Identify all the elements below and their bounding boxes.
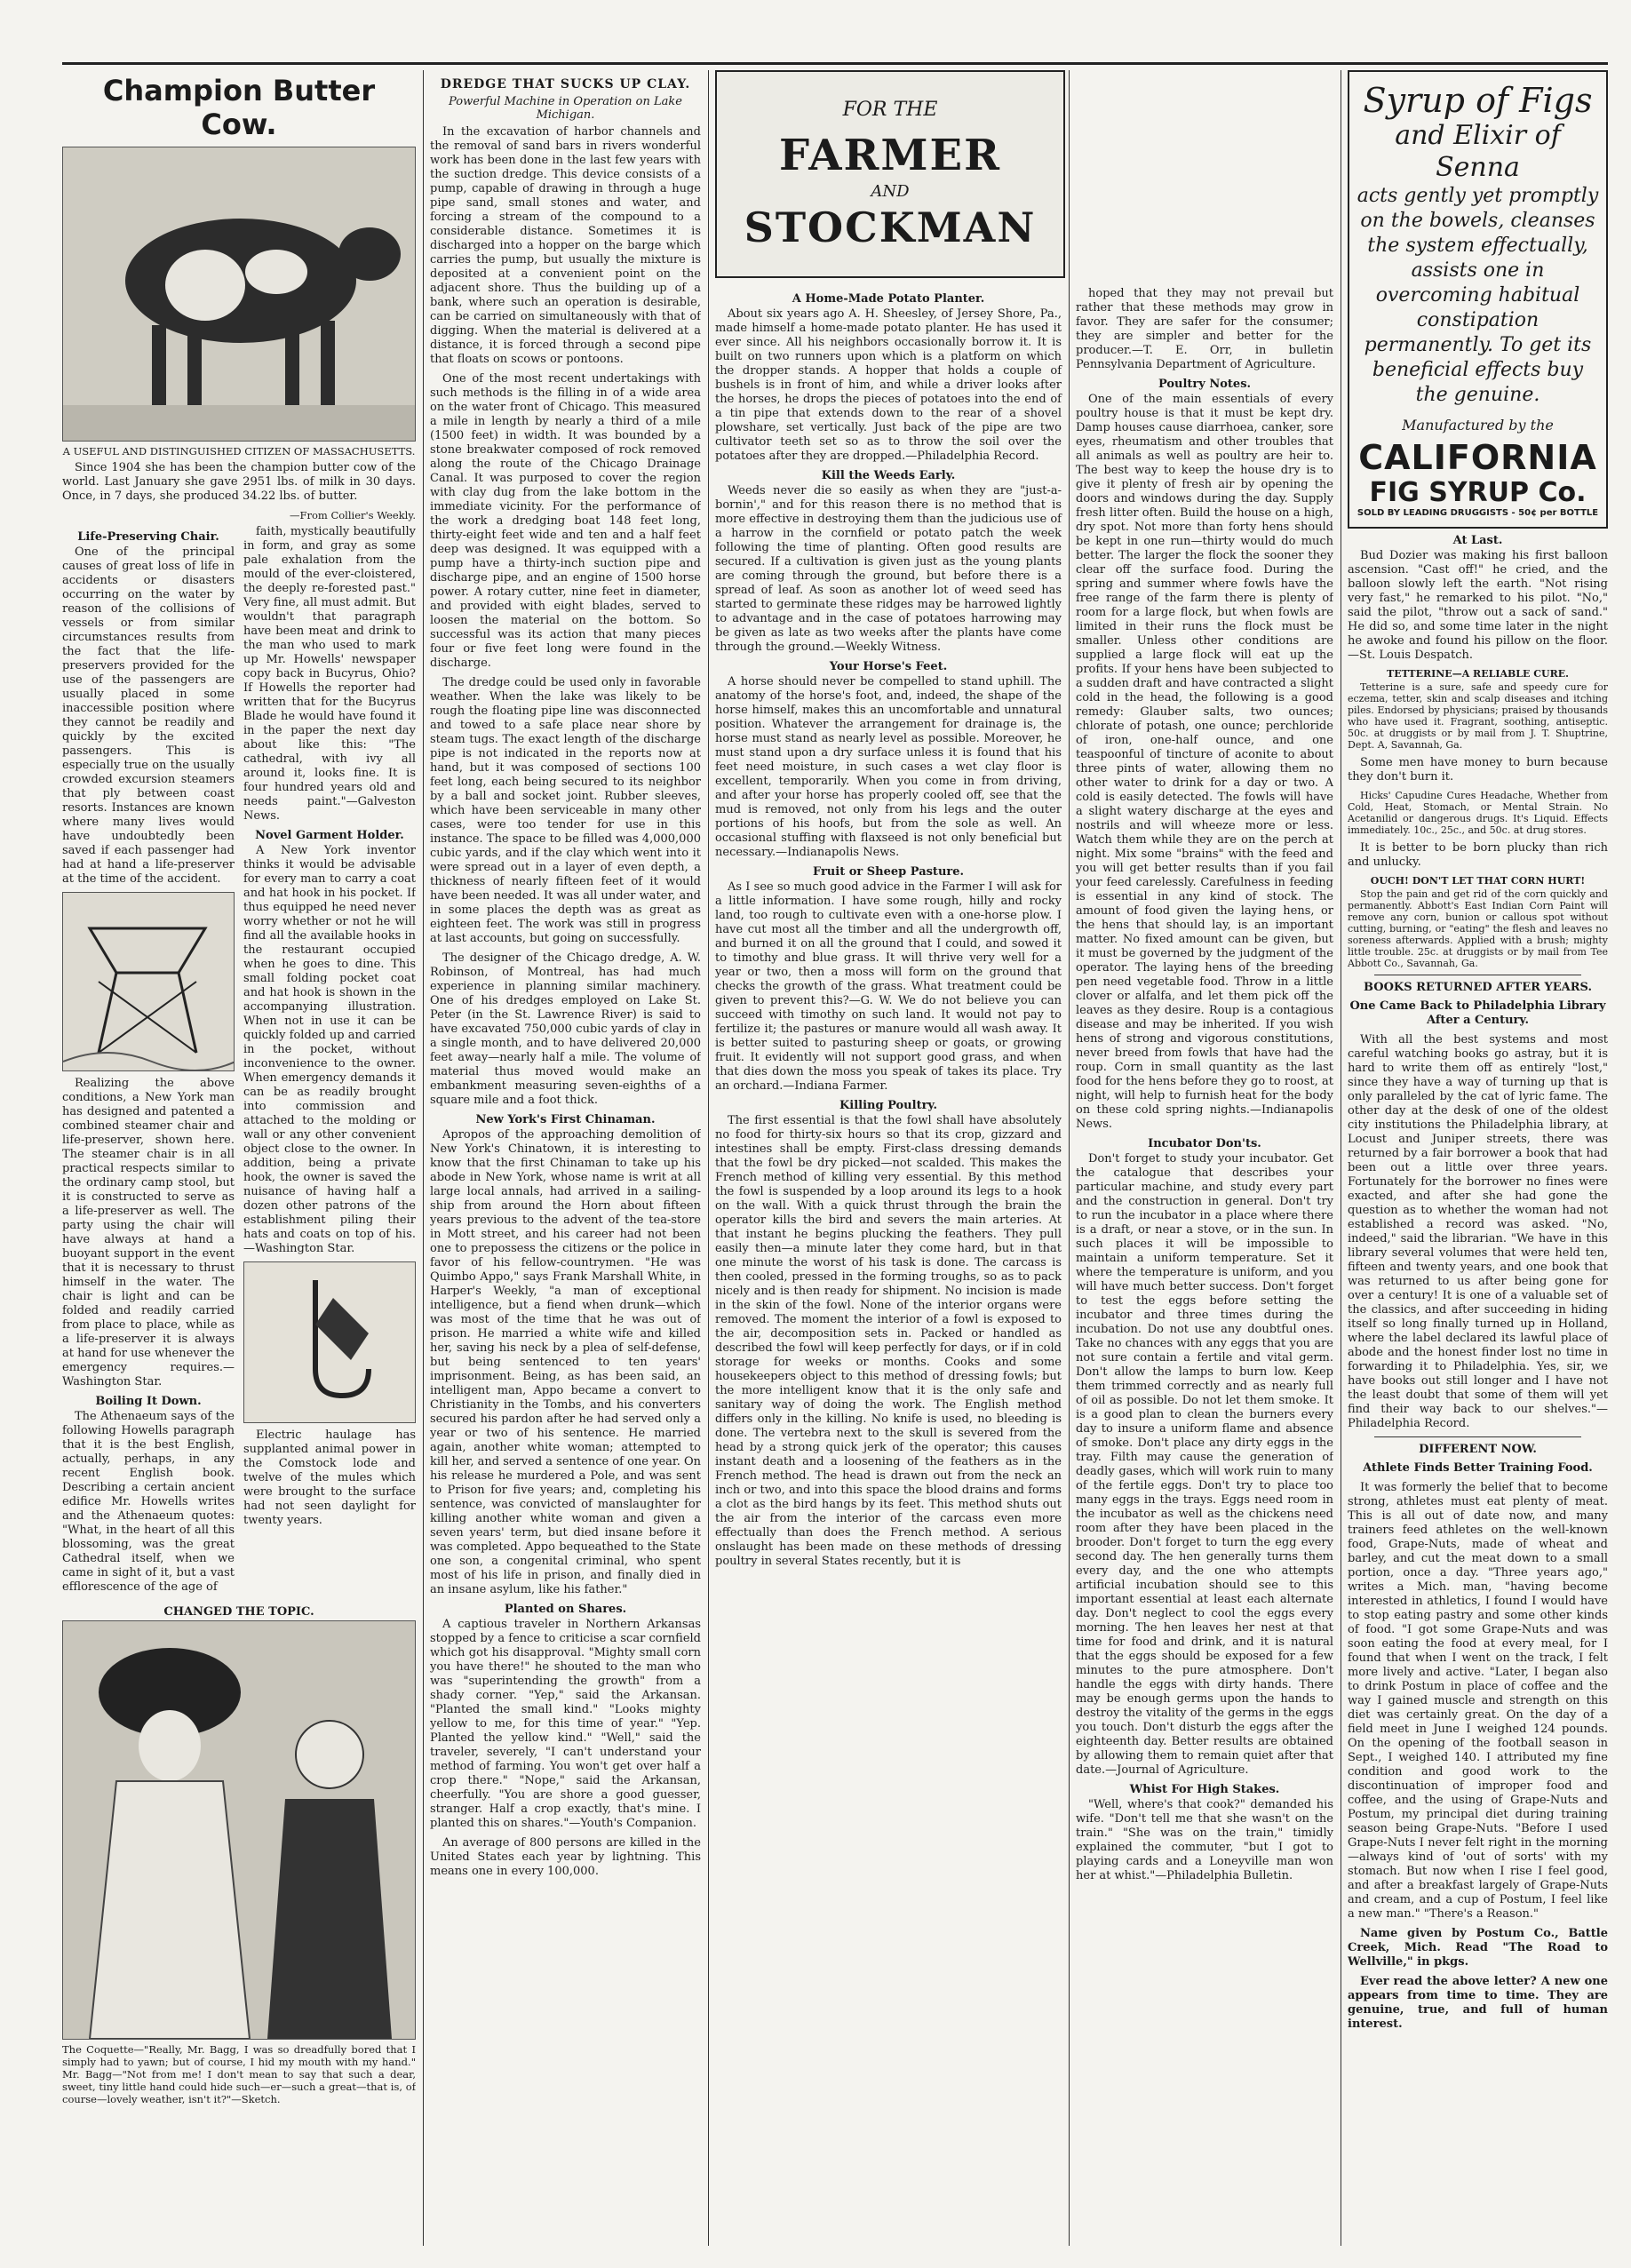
- fruit-text: As I see so much good advice in the Farmer I will ask for a little information. I have some rough, hilly and rocky land, too rough to cultivate even with a one-horse plow. I have cut most all the timber and all the undergrowth off, and burned it on all the ground that I could, and sowed it to timothy and blue grass. It will thrive very well for a year or two, then a moss will form on the ground that checks the growth of the grass. What treatment could be given to prevent this?—G. W. We do not believe you can succeed with timothy on such land. It would not pay to fertilize it; the pastures or manure would all wash away. It is better suited to pasturing sheep or goats, or growing fruit. It evidently will not support good grass, and when that dies down the moss you speak of takes its place. Try an orchard.—Indiana Farmer.: [715, 880, 1062, 1093]
- column-2: [430, 70, 701, 2246]
- newspaper-page: [62, 62, 1608, 2246]
- column-3-split: [715, 287, 1333, 1889]
- at-last-headline: At Last.: [1452, 534, 1503, 547]
- electric-text: Electric haulage has supplanted animal power in the Comstock lode and twelve of the mules which were brought to the surface had not seen daylight for twenty years.: [243, 1428, 416, 1527]
- chair-image: [63, 893, 235, 1070]
- cow-caption: A USEFUL AND DISTINGUISHED CITIZEN OF MASSACHUSETTS.: [62, 445, 416, 458]
- life-chair-text-1: One of the principal causes of great loss of life in accidents or disasters occurring on the water by reason of the collisions of vessels or from similar circumstances results from the fact that the life-preservers provided for the use of the passengers are usually placed in some inaccessible position where they cannot be readily and quickly by the excited passengers. This is especially true on the usually crowded excursion steamers that ply between coast resorts. Instances are known where many lives would have undoubtedly been saved if each passenger had had at hand a life-preserver at the time of the accident.: [62, 545, 235, 886]
- cow-illustration: [62, 147, 416, 442]
- life-chair-headline: Life-Preserving Chair.: [77, 530, 219, 544]
- boiling-text: The Athenaeum says of the following Howells paragraph that it is the best English, actually, perhaps, in any recent English book. Describing a certain ancient edifice Mr. Howells writes and the Athenaeum quotes: "What, in the heart of all this blossoming, was the great Cathedral itself, when we came in sight of it, but a vast efflorescence of the age of: [62, 1410, 235, 1594]
- coquette-image: [63, 1621, 416, 2039]
- ad-brand-2: FIG SYRUP Co.: [1369, 477, 1587, 508]
- topic-headline: CHANGED THE TOPIC.: [163, 1605, 314, 1619]
- syrup-of-figs-ad: [1348, 70, 1608, 529]
- dredge-headline: DREDGE THAT SUCKS UP CLAY.: [440, 77, 691, 92]
- column-5: [1348, 70, 1608, 2246]
- killing-headline: Killing Poultry.: [839, 1099, 938, 1112]
- boiling-headline: Boiling It Down.: [95, 1395, 202, 1408]
- topic-caption: The Coquette—"Really, Mr. Bagg, I was so dreadfully bored that I simply had to yawn; but of course, I hid my mouth with my hand." Mr. Bagg—"Not from me! I don't mean to say that such a dear, sweet, tiny little hand could hide such—er—such a great—that is, of course—lovely weather, isn't it?"—Sketch.: [62, 2043, 416, 2105]
- chair-illustration: [62, 892, 235, 1071]
- tetterine-headline: TETTERINE—A RELIABLE CURE.: [1387, 668, 1569, 680]
- column-1-split: [62, 525, 416, 1600]
- different-end: Ever read the above letter? A new one appears from time to time. They are genuine, true, and full of human interest.: [1348, 1975, 1608, 2031]
- cow-headline: Champion Butter Cow.: [102, 74, 376, 141]
- farmer-stockman-masthead: [715, 70, 1065, 278]
- burn-text: Some men have money to burn because they don't burn it.: [1348, 756, 1608, 784]
- hicks-text: Hicks' Capudine Cures Headache, Whether from Cold, Heat, Stomach, or Mental Strain. No Acetanilid or dangerous drugs. It's Liquid. Effects immediately. 10c., 25c., and 50c. at drug stores.: [1348, 790, 1608, 836]
- whist-headline: Whist For High Stakes.: [1129, 1783, 1280, 1796]
- weeds-text: Weeds never die so easily as when they are "just-a-bornin'," and for this reason there is no method that is more effective in destroying them than the judicious use of a harrow in the cornfield or potato patch the week following the time of planting. Often good results are secured. If a cultivation is given just as the young plants are coming through the ground, but before there is a spread of leaf. As soon as another lot of weed seed has started to germinate these ridges may be harrowed lightly to advantage and in the case of potatoes harrowing may be given as late as two weeks after the plants have come through the ground.—Weekly Witness.: [715, 484, 1062, 654]
- chinaman-headline: New York's First Chinaman.: [475, 1113, 656, 1126]
- killing-text: The first essential is that the fowl shall have absolutely no food for thirty-six hours so that its crop, gizzard and intestines shall be empty. First-class dressing demands that the fowl be dry picked—not scalded. This makes the French method of killing very essential. By this method the fowl is suspended by a loop around its legs to a hook on the wall. With a quick thrust through the brain the operator kills the bird and severs the main arteries. At that instant he begins plucking the feathers. They pull easily then—a minute later they come hard, but in that one minute the worst of his task is done. The carcass is then cooled, pressed in the forming troughs, so as to pack nicely and is then ready for shipment. No incision is made in the skin of the fowl. None of the interior organs were removed. The moment the interior of a fowl is exposed to the air, decomposition sets in. Packed or handled as described the fowl will keep perfectly for days, or if in cold storage for weeks or months. Cooks and some housekeepers object to this method of dressing fowls; but the more intelligent know that it is the only safe and sanitary way of doing the work. The English method differs only in the killing. No knife is used, no bleeding is done. The vertebra next to the skull is severed from the head by a strong quick jerk of the operator; this causes instant death and a loosening of the feathers as in the French method. The head is drawn out from the neck an inch or two, and into this space the blood drains and forms a clot as the bird hangs by its feet. This method shuts out the air from the interior of the carcass even more effectually than does the French method. A serious onslaught has been made on these methods of dressing poultry in several States recently, but it is: [715, 1114, 1062, 1568]
- ad-body: acts gently yet promptly on the bowels, cleanses the system effectually, assists one in overcoming habitual constipation permanently. To get its beneficial effects buy the genuine.: [1357, 185, 1599, 406]
- dredge-text-1: In the excavation of harbor channels and the removal of sand bars in rivers wonderful work has been done in the last few years with the suction dredge. This device consists of a pump, capable of drawing in through a huge pipe sand, small stones and water, and forcing a stream of the compound to a considerable distance. Sometimes it is discharged into a hopper on the barge which carries the pump, but usually the mixture is deposited at a convenient point on the adjacent shore. Thus the building up of a bank, where such an operation is desirable, can be carried on simultaneously with that of digging. When the material is delivered at a distance, it is forced through a second pipe that floats on scows or pontoons.: [430, 125, 701, 366]
- ad-title-line-2: and Elixir of Senna: [1395, 120, 1561, 183]
- incubator-text: Don't forget to study your incubator. Get the catalogue that describes your particular machine, and study every part and the construction in general. Don't try to run the incubator in a place where there is a draft, or near a stove, or in the sun. In such places it will be impossible to maintain a uniform temperature. Set it where the temperature is uniform, and you will have much better success. Don't forget to test the eggs before setting the incubator and three times during the incubation. Do not use any doubtful ones. Take no chances with any eggs that you are not sure contain a fertile and vital germ. Don't allow the lamps to burn low. Keep them trimmed correctly and as nearly full of oil as possible. Do not let them smoke. It is a good plan to clean the burners every day to insure a uniform flame and absence of smoke. Don't place any dirty eggs in the tray. Filth may cause the generation of deadly gases, which will work ruin to many of the fertile eggs. Don't try to place too many eggs in the trays. Eggs need room in the incubator as well as the chickens need room after they have been placed in the brooder. Don't forget to turn the egg every second day. The hen generally turns them every day, and the one who attempts artificial incubation should see to this important essential at least each alternate day. Don't neglect to cool the eggs every morning. The hen leaves her nest at that time for food and drink, and it is natural that the eggs should be exposed for a few minutes to the pure atmosphere. Don't handle the eggs with dirty hands. There may be enough germs upon the hands to destroy the vitality of the germs in the eggs you touch. Don't disturb the eggs after the eighteenth day. Better results are obtained by allowing them to remain quiet after that date.—Journal of Agriculture.: [1076, 1152, 1333, 1777]
- incubator-headline: Incubator Don'ts.: [1148, 1137, 1261, 1150]
- divider: [1374, 1436, 1581, 1437]
- garment-text: A New York inventor thinks it would be advisable for every man to carry a coat and hat hook in his pocket. If thus equipped he need never worry whether or not he will find all the available hooks in the restaurant occupied when he goes to dine. This small folding pocket coat and hat hook is shown in the accompanying illustration. When not in use it can be quickly folded up and carried in the pocket, without inconvenience to the owner. When emergency demands it can be as readily brought into commission and attached to the molding or wall or any other convenient object close to the owner. In addition, being a private hook, the owner is saved the nuisance of having half a dozen other patrons of the establishment piling their hats and coats on top of his.—Washington Star.: [243, 844, 416, 1255]
- ad-brand: CALIFORNIA: [1358, 438, 1597, 477]
- books-subheadline: One Came Back to Philadelphia Library After a Century.: [1349, 999, 1606, 1027]
- garment-headline: Novel Garment Holder.: [255, 829, 404, 842]
- planter-headline: A Home-Made Potato Planter.: [792, 292, 985, 306]
- masthead-and: AND: [871, 182, 910, 201]
- weeds-headline: Kill the Weeds Early.: [821, 469, 956, 482]
- poultry-headline: Poultry Notes.: [1158, 378, 1252, 391]
- column-3: [715, 70, 1333, 2246]
- whist-text: "Well, where's that cook?" demanded his wife. "Don't tell me that she wasn't on the train." "She was on the train," timidly explained the commuter, "but I got to playing cards and a Loneyville man won her at whist."—Philadelphia Bulletin.: [1076, 1798, 1333, 1882]
- lightning-text: An average of 800 persons are killed in the United States each year by lightning. This means one in every 100,000.: [430, 1836, 701, 1878]
- masthead-stockman: STOCKMAN: [744, 203, 1037, 251]
- books-text: With all the best systems and most careful watching books go astray, but it is hard to write them off as entirely "lost," since they have a way of turning up that is only paralleled by the cat of lyric fame. The other day at the desk of one of the oldest city institutions the Philadelphia library, at Locust and Juniper streets, there was returned by a fair borrower a book that had been out a little over three years. Fortunately for the borrower no fines were exacted, and after she had gone the question as to whether the woman had not established a record was asked. "No, indeed," said the librarian. "We have in this library several volumes that were held ten, fifteen and twenty years, and one book that was returned to us after being gone for over a century! It is one of a valuable set of the classics, and after succeeding in hiding itself so long finally turned up in Holland, where the label declared its lawful place of abode and the honest finder lost no time in forwarding it to Philadelphia. Yes, sir, we have books out still longer and I have not the least doubt that some of them will yet find their way back to our shelves."—Philadelphia Record.: [1348, 1033, 1608, 1430]
- masthead-farmer: FARMER: [778, 131, 1001, 180]
- planted-headline: Planted on Shares.: [504, 1603, 627, 1616]
- dredge-text-2: One of the most recent undertakings with such methods is the filling in of a wide area on the water front of Chicago. This measured a mile in length by nearly a third of a mile (1500 feet) in width. It was bounded by a stone breakwater composed of rock removed along the route of the Chicago Drainage Canal. It was purposed to cover the region with clay dug from the lake bottom in the immediate vicinity. For the performance of the work a dredging boat 148 feet long, thirty-eight feet wide and ten and a half feet deep was designed. It was equipped with a pump have a thirty-inch suction pipe and discharge pipe, and an engine of 1500 horse power. A rotary cutter, nine feet in diameter, and provided with eight blades, served to loosen the material on the bottom. So successful was its action that many pieces four or five feet long were found in the discharge.: [430, 372, 701, 670]
- faith-text: faith, mystically beautifully in form, and gray as some pale exhalation from the mould of the ever-cloistered, the deeply re-forested past." Very fine, all must admit. But wouldn't that paragraph have been meat and drink to the man who used to mark up Mr. Howells' newspaper copy back in Bucyrus, Ohio? If Howells the reporter had written that for the Bucyrus Blade he would have found it in the paper the next day about like this: "The cathedral, with ivy all around it, looks fine. It is four hundred years old and needs paint."—Galveston News.: [243, 525, 416, 823]
- better-text: It is better to be born plucky than rich and unlucky.: [1348, 841, 1608, 869]
- planter-text: About six years ago A. H. Sheesley, of Jersey Shore, Pa., made himself a home-made potato planter. He has used it ever since. All his neighbors occasionally borrow it. It is built on two runners upon which is a platform on which the dropper stands. A hopper that holds a couple of bushels is in front of him, and while a driver looks after the horses, he drops the pieces of potatoes into the end of a tin pipe that extends down to the rear of a shovel plowshare, set vertically. Just back of the pipe are two cultivator teeth set so as to throw the soil over the potatoes after they are dropped.—Philadelphia Record.: [715, 307, 1062, 463]
- dredge-subheadline: Powerful Machine in Operation on Lake Michigan.: [449, 95, 682, 122]
- horse-headline: Your Horse's Feet.: [829, 660, 948, 673]
- column-rule: [708, 70, 709, 2246]
- corn-headline: OUCH! DON'T LET THAT CORN HURT!: [1370, 875, 1586, 887]
- corn-text: Stop the pain and get rid of the corn quickly and permanently. Abbott's East Indian Corn Paint will remove any corn, bunion or callous spot without cutting, burning, or "eating" the flesh and leaves no soreness afterwards. Applied with a brush; mighty little trouble. 25c. at druggists or by mail from Tee Abbott Co., Savannah, Ga.: [1348, 888, 1608, 969]
- fruit-headline: Fruit or Sheep Pasture.: [812, 865, 965, 879]
- different-subheadline: Athlete Finds Better Training Food.: [1363, 1461, 1593, 1475]
- hook-illustration: [243, 1261, 416, 1423]
- horse-text: A horse should never be compelled to stand uphill. The anatomy of the horse's foot, and, indeed, the shape of the horse himself, makes this an uncomfortable and unnatural position. Whatever the arrangement for drainage is, the horse must stand as nearly level as possible. Moreover, he must stand upon a dry surface unless it is found that his feet need moisture, in such cases a wet clay floor is excellent, temporarily. When you come in from driving, and after your horse has properly cooled off, see that the mud is removed, not only from his legs and the outer portions of his hoofs, but from the sole as well. An occasional stuffing with flaxseed is not only beneficial but necessary.—Indianapolis News.: [715, 675, 1062, 859]
- column-3-main: [715, 287, 1062, 1889]
- cow-image: [63, 147, 416, 441]
- column-4: [1076, 287, 1333, 1889]
- cow-source: —From Collier's Weekly.: [289, 509, 416, 521]
- life-chair-text-2: Realizing the above conditions, a New York man has designed and patented a combined steamer chair and life-preserver, shown here. The steamer chair is in all practical respects similar to the ordinary camp stool, but it is constructed to serve as a life-preserver as well. The party using the chair will have always at hand a buoyant support in the event that it is necessary to thrust himself in the water. The chair is light and can be folded and readily carried from place to place, while as a life-preserver it is always at hand for use whenever the emergency requires.—Washington Star.: [62, 1077, 235, 1389]
- different-headline: DIFFERENT NOW.: [1419, 1443, 1537, 1456]
- different-text: It was formerly the belief that to become strong, athletes must eat plenty of meat. This is all out of date now, and many trainers feed athletes on the well-known food, Grape-Nuts, made of wheat and barley, and cut the meat down to a small portion, once a day. "Three years ago," writes a Mich. man, "having become interested in athletics, I found I would have to stop eating pastry and some other kinds of food. "I got some Grape-Nuts and was soon eating the food at every meal, for I found that when I went on the track, I felt more lively and active. "Later, I began also to drink Postum in place of coffee and the way I gained muscle and strength on this diet was certainly great. On the day of a field meet in June I weighed 124 pounds. On the opening of the football season in Sept., I weighed 140. I attributed my fine condition and good work to the discontinuation of improper food and coffee, and the using of Grape-Nuts and Postum, my principal diet during training season being Grape-Nuts. "Before I used Grape-Nuts I never felt right in the morning—always kind of 'out of sorts' with my stomach. But now when I rise I feel good, and after a breakfast largely of Grape-Nuts and cream, and a cup of Postum, I feel like a new man." "There's a Reason.": [1348, 1481, 1608, 1921]
- ad-sold-by: SOLD BY LEADING DRUGGISTS - 50¢ per BOTTLE: [1357, 508, 1599, 518]
- hook-image: [244, 1262, 416, 1422]
- coquette-illustration: [62, 1620, 416, 2040]
- dredge-text-4: The designer of the Chicago dredge, A. W. Robinson, of Montreal, has had much experience in planning similar machinery. One of his dredges employed on Lake St. Peter (in the St. Lawrence River) is said to have excavated 750,000 cubic yards of clay in a single month, and to have delivered 20,000 feet away—nearly half a mile. The volume of material thus moved would make an embankment measuring seven-eighths of a square mile and a foot thick.: [430, 951, 701, 1107]
- column-rule: [423, 70, 424, 2246]
- planted-text: A captious traveler in Northern Arkansas stopped by a fence to criticise a scar cornfield which got his disapproval. "Mighty small corn you have there!" he shouted to the man who was "superintending the growth" from a shady corner. "Yep," said the Arkansan. "Planted the small kind." "Looks mighty yellow to me, for this time of year." "Yep. Planted the yellow kind." "Well," said the traveler, severely, "I can't understand your method of farming. You won't get over half a crop there." "Nope," said the Arkansan, cheerfully. "You are shore a good guesser, stranger. Half a crop exactly, that's mine. I planted this on shares."—Youth's Companion.: [430, 1618, 701, 1830]
- poultry-continued-text: hoped that they may not prevail but rather that these methods may grow in favor. They are safer for the consumer; they are simpler and better for the producer.—T. E. Orr, in bulletin Pennsylvania Department of Agriculture.: [1076, 287, 1333, 371]
- masthead-for: FOR THE: [842, 99, 938, 121]
- poultry-text: One of the main essentials of every poultry house is that it must be kept dry. Damp houses cause diarrhoea, canker, sore eyes, rheumatism and other troubles that all animals as well as poultry are heir to. The best way to keep the house dry is to give it plenty of fresh air by opening the doors and windows during the day. Supply fresh litter often. Build the house on a high, dry spot. Not more than forty hens should be kept in one run—thirty would do much better. The larger the flock the sooner they clear off the surface food. During the spring and summer where fowls have the free range of the farm there is plenty of room for a large flock, but when fowls are limited in their runs the flock must be smaller. Unless other conditions are supplied a large flock will eat up the profits. If your hens have been subjected to a sudden draft and have contracted a slight cold in the head, the following is a good remedy: Glauber salts, two ounces; chlorate of potash, one ounce; perchloride of iron, one-half ounce, and one teaspoonful of tincture of aconite to about three pints of water, allowing them no other water to drink for a day or two. A cold is easily detected. The fowls will have a slight watery discharge at the eyes and nostrils and will wheeze more or less. Watch them while they are on the perch at night. Mix some "brains" with the feed and you will get better results than if you fail your feed carelessly. Carefulness in feeding is essential in any kind of stock. The amount of food given the laying hens, or the hens that should lay, is an important matter. No fixed amount can be given, but it must be governed by the judgment of the operator. The laying hens of the breeding pen need vegetable food. Throw in a little clover or alfalfa, and let them pick off the leaves as they desire. Roup is a contagious disease and may be inherited. If you wish hens of strong and vigorous constitutions, never breed from fowls that have had the roup. Corn in small quantity as the last food for the hens before they go to roost, at night, will help to furnish heat for the body on these cold spring nights.—Indianapolis News.: [1076, 393, 1333, 1131]
- books-headline: BOOKS RETURNED AFTER YEARS.: [1364, 981, 1592, 994]
- tetterine-text: Tetterine is a sure, safe and speedy cure for eczema, tetter, skin and scalp diseases and itching piles. Endorsed by physicians; praised by thousands who have used it. Fragrant, soothing, antiseptic. 50c. at druggists or by mail from J. T. Shuptrine, Dept. A, Savannah, Ga.: [1348, 681, 1608, 751]
- chinaman-text: Apropos of the approaching demolition of New York's Chinatown, it is interesting to know that the first Chinaman to take up his abode in New York, whose name is writ at all large local annals, had arrived in a sailing-ship from around the Horn about fifteen years previous to the advent of the tea-store in Mott street, and his career had not been one to prepossess the citizens or the police in favor of his fellow-countrymen. "He was Quimbo Appo," says Frank Marshall White, in Harper's Weekly, "a man of exceptional intelligence, but a fiend when drunk—which was most of the time that he was out of prison. He married a white wife and killed her, saving his neck by a plea of self-defense, but being sentenced to ten years' imprisonment. Being, as has been said, an intelligent man, Appo became a convert to Christianity in the Tombs, and his converters secured his pardon after he had served only a year or two of his sentence. He married again, another white woman; attempted to kill her, and served a sentence of one year. On his release he murdered a Pole, and was sent to Prison for five years; and, completing his sentence, was convicted of manslaughter for killing another white woman and given a seven years' term, but died insane before it was completed. Appo bequeathed to the State one son, a congenital criminal, who spent most of his life in prison, and finally died in an insane asylum, like his father.": [430, 1128, 701, 1596]
- column-1-right: [243, 525, 416, 1600]
- different-name: Name given by Postum Co., Battle Creek, Mich. Read "The Road to Wellville," in pkgs.: [1348, 1927, 1608, 1969]
- column-1-left: [62, 525, 235, 1600]
- ad-title-line-1: Syrup of Figs: [1363, 81, 1593, 120]
- at-last-text: Bud Dozier was making his first balloon ascension. "Cast off!" he cried, and the balloon slowly left the earth. "Not rising very fast," he remarked to his pilot. "No," said the pilot, "throw out a sack of sand." He did so, and some time later in the night he awoke and found his pillow on the floor.—St. Louis Despatch.: [1348, 549, 1608, 662]
- dredge-text-3: The dredge could be used only in favorable weather. When the lake was likely to be rough the floating pipe line was disconnected and towed to a safe place near shore by steam tugs. The exact length of the discharge pipe is not indicated in the reports now at hand, but it was composed of sections 100 feet long, each being secured to its neighbor by a ball and socket joint. Rubber sleeves, which have been serviceable in many other cases, were too tender for use in this instance. The space to be filled was 4,000,000 cubic yards, and if the clay which went into it were spread out in a layer of even depth, a thickness of nearly fifteen feet of it would have been needed. It was all under water, and in some places the depth was as great as eighteen feet. The work was still in progress at last accounts, but going on successfully.: [430, 676, 701, 945]
- cow-text: Since 1904 she has been the champion butter cow of the world. Last January she gave 2951 lbs. of milk in 30 days. Once, in 7 days, she produced 34.22 lbs. of butter.: [62, 461, 416, 503]
- ad-manufactured: Manufactured by the: [1402, 417, 1554, 434]
- column-1: [62, 70, 416, 2246]
